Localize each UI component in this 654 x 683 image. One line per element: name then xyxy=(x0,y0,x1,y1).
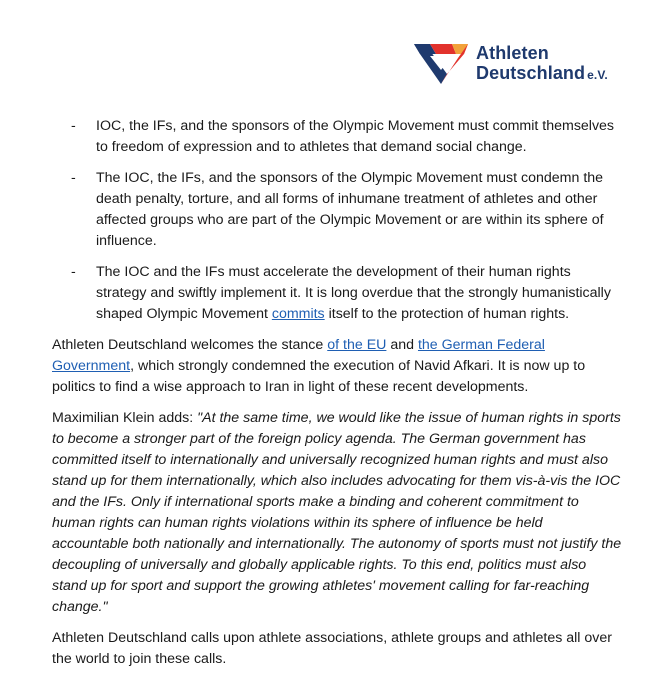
logo-mark-icon xyxy=(412,40,470,88)
bullet-dash: - xyxy=(71,118,76,134)
bullet-dash: - xyxy=(71,264,76,280)
commits-link[interactable]: commits xyxy=(271,306,325,322)
bullet-text xyxy=(96,264,611,322)
bullet-dash: - xyxy=(71,170,76,186)
logo-line-athleten: Athleten xyxy=(476,43,549,63)
logo-line-deutschland xyxy=(476,63,608,85)
para-text-after: , which strongly condemned the execution of Navid Afkari. It is now up to politics to find a wise approach to Iran in light of these recent developments. xyxy=(52,358,586,395)
bullet-text: IOC, the IFs, and the sponsors of the Olympic Movement must commit themselves to freedom of expression and to athletes that demand social change. xyxy=(96,118,615,155)
demands-list xyxy=(52,116,622,325)
para-text-before: Athleten Deutschland welcomes the stance xyxy=(52,337,328,353)
quote-speaker: Maximilian Klein adds: xyxy=(52,410,198,426)
logo-deutschland-text: Deutschland xyxy=(476,63,586,83)
document-body xyxy=(52,116,622,680)
eu-link[interactable]: of the EU xyxy=(327,337,387,353)
klein-quote-paragraph xyxy=(52,408,622,618)
logo-ev-suffix: e.V. xyxy=(587,68,608,82)
bullet-text-before: The IOC and the IFs must accelerate the development of their human rights strategy and swiftly implement it. It is long overdue that the strongly humanistically shaped Olympic Movement xyxy=(96,264,611,322)
list-item xyxy=(52,262,622,325)
german-government-link[interactable]: the German Federal Government xyxy=(52,337,545,374)
quote-text: "At the same time, we would like the issue of human rights in sports to become a stronger part of the foreign policy agenda. The German government has committed itself to internationally and universally recognized human rights and must also stand up for them internationally, which also includes advocating for them vis-à-vis the IOC and the IFs. Only if international sports make a binding and coherent commitment to human rights can human rights violations within its sphere of influence be held accountable both nationally and internationally. The autonomy of sports must not justify the decoupling of universally and globally applicable rights. To this end, politics must also stand up for sport and support the growing athletes' movement calling for far-reaching change." xyxy=(52,410,622,615)
para-text-mid: and xyxy=(386,337,418,353)
list-item xyxy=(52,168,622,252)
eu-stance-paragraph xyxy=(52,335,622,398)
logo-wordmark xyxy=(476,43,608,85)
list-item xyxy=(52,116,622,158)
bullet-text-after: itself to the protection of human rights. xyxy=(324,306,570,322)
athleten-deutschland-logo xyxy=(412,40,608,88)
bullet-text: The IOC, the IFs, and the sponsors of the Olympic Movement must condemn the death penalty, torture, and all forms of inhumane treatment of athletes and other affected groups who are part of the Olympic Movement or are within its sphere of influence. xyxy=(96,170,604,249)
closing-paragraph: Athleten Deutschland calls upon athlete associations, athlete groups and athletes all over the world to join these calls. xyxy=(52,630,612,667)
